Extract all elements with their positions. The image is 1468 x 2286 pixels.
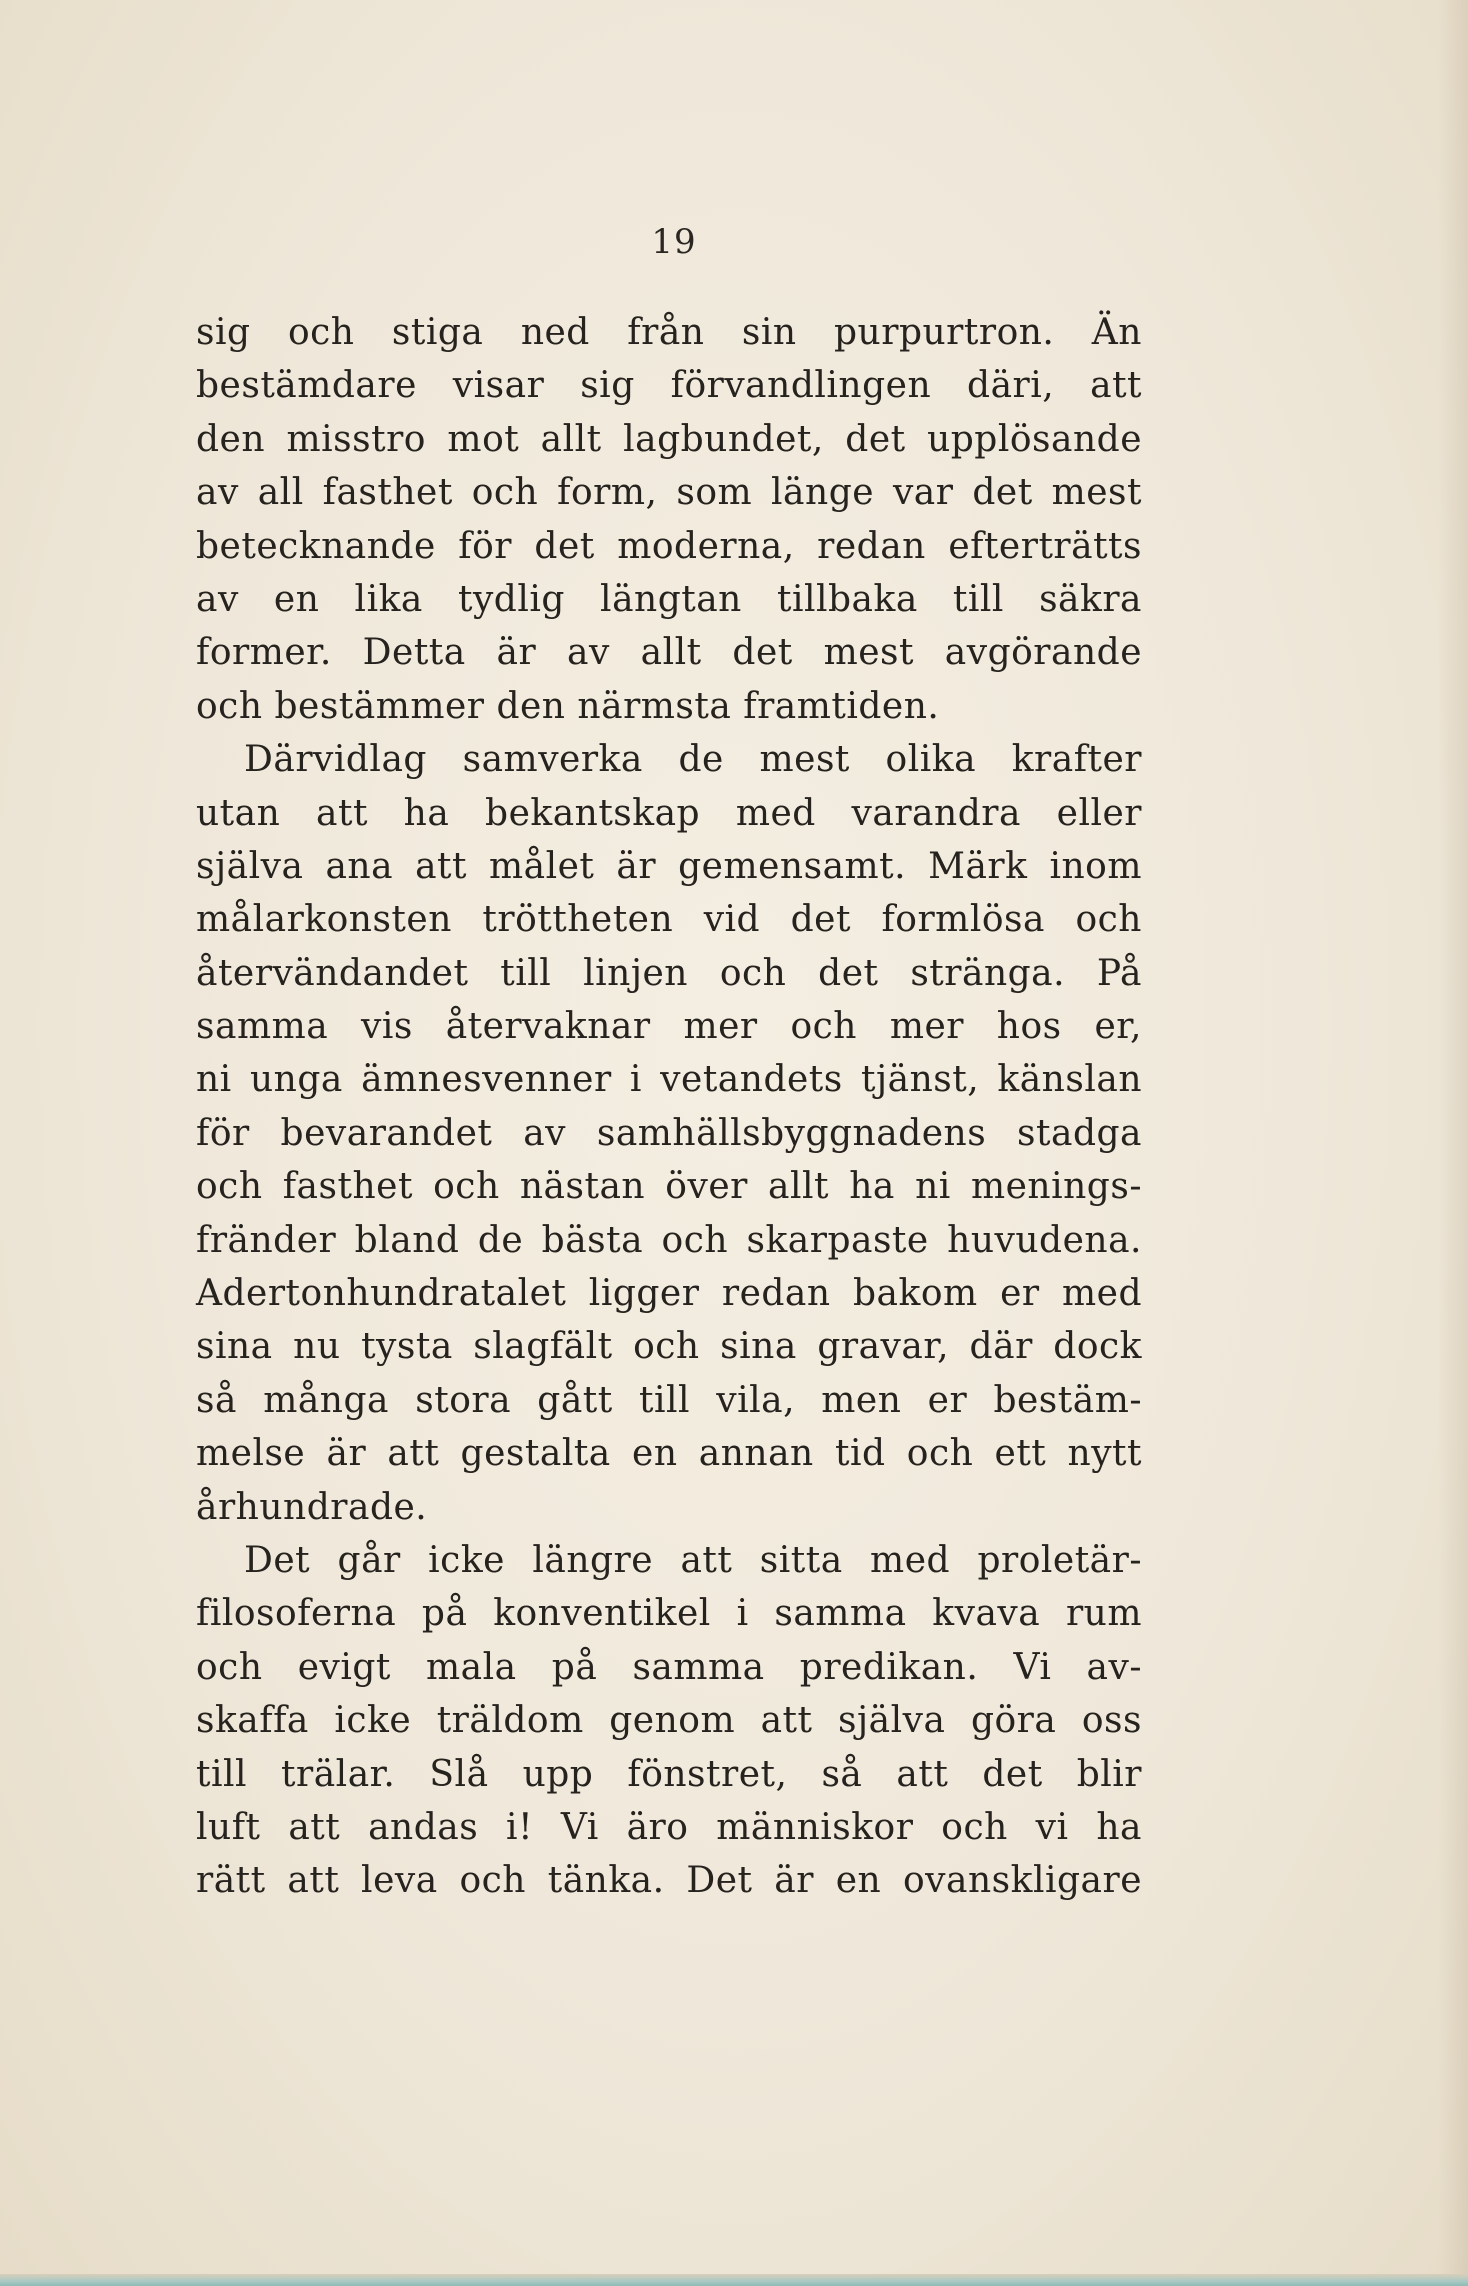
bottom-edge	[0, 2274, 1468, 2286]
text-line: återvändandet till linjen och det stränga. På	[196, 952, 1142, 994]
page-number: 19	[651, 222, 697, 262]
text-line: betecknande för det moderna, redan efterträtts	[196, 525, 1142, 567]
text-line: och bestämmer den närmsta framtiden.	[196, 685, 940, 727]
text-line: målarkonsten tröttheten vid det formlösa och	[196, 899, 1142, 941]
text-line: utan att ha bekantskap med varandra eller	[196, 792, 1142, 834]
text-line: för bevarandet av samhällsbyggnadens stadga	[196, 1112, 1142, 1154]
text-line: Adertonhundratalet ligger redan bakom er med	[196, 1273, 1142, 1315]
text-line: rätt att leva och tänka. Det är en ovanskligare	[196, 1860, 1142, 1902]
text-line: Det går icke längre att sitta med proletär-	[244, 1539, 1142, 1581]
text-line: och evigt mala på samma predikan. Vi av-	[196, 1646, 1142, 1688]
text-line: till trälar. Slå upp fönstret, så att det blir	[196, 1753, 1142, 1795]
text-line: bestämdare visar sig förvandlingen däri, att	[196, 365, 1142, 407]
text-line: så många stora gått till vila, men er bestäm-	[196, 1379, 1142, 1421]
text-line: melse är att gestalta en annan tid och ett nytt	[196, 1433, 1142, 1475]
text-line: den misstro mot allt lagbundet, det upplösande	[196, 418, 1142, 460]
text-line: sina nu tysta slagfält och sina gravar, där dock	[196, 1326, 1142, 1368]
text-line: Därvidlag samverka de mest olika krafter	[244, 739, 1142, 781]
text-line: av all fasthet och form, som länge var det mest	[196, 472, 1142, 514]
text-line: själva ana att målet är gemensamt. Märk inom	[196, 845, 1142, 887]
text-line: filosoferna på konventikel i samma kvava rum	[196, 1593, 1142, 1635]
text-line: sig och stiga ned från sin purpurtron. Än	[196, 312, 1142, 353]
text-line: samma vis återvaknar mer och mer hos er,	[196, 1006, 1142, 1048]
text-line: och fasthet och nästan över allt ha ni menings-	[196, 1166, 1142, 1208]
page-edge-shadow	[1438, 0, 1468, 2286]
text-line: fränder bland de bästa och skarpaste huvudena.	[196, 1219, 1142, 1261]
text-line: luft att andas i! Vi äro människor och vi ha	[196, 1806, 1142, 1848]
text-line: av en lika tydlig längtan tillbaka till säkra	[196, 578, 1142, 620]
body-text	[196, 306, 1142, 1908]
text-line: ni unga ämnesvenner i vetandets tjänst, känslan	[196, 1059, 1142, 1101]
text-line: århundrade.	[196, 1486, 428, 1528]
text-line: skaffa icke träldom genom att själva göra oss	[196, 1700, 1142, 1742]
text-line: former. Detta är av allt det mest avgörande	[196, 632, 1142, 674]
